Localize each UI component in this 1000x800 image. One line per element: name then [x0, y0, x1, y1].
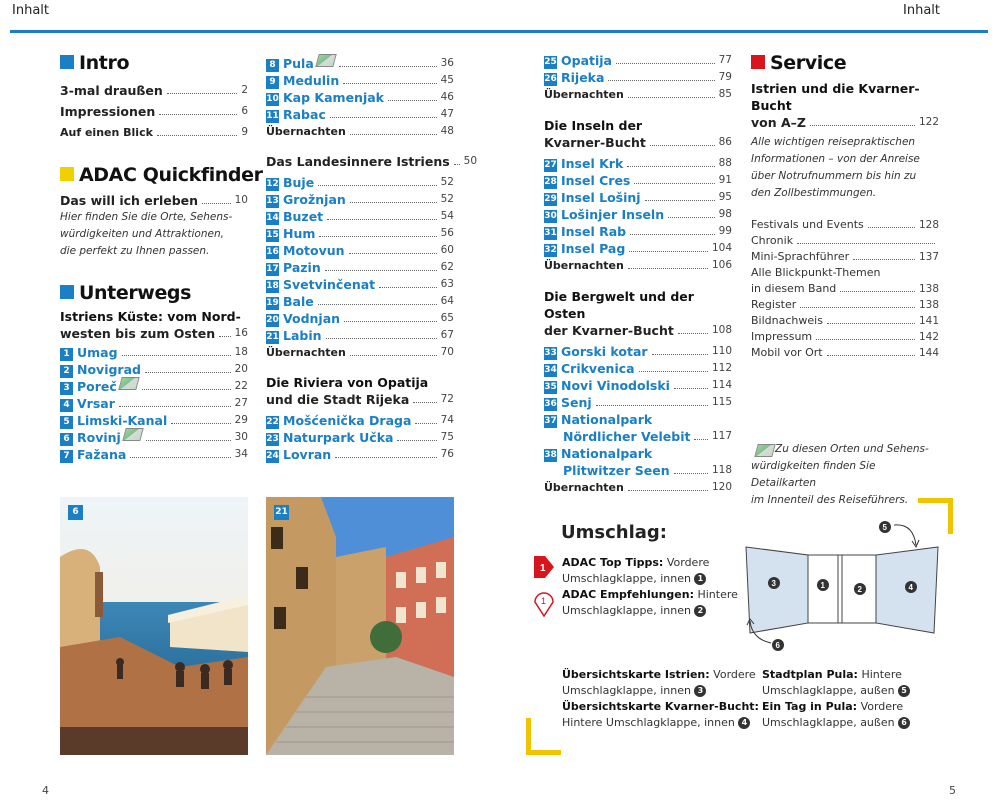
header-rule: [10, 30, 988, 33]
toc-entry[interactable]: 10 Kap Kamenjak 46: [266, 90, 454, 105]
photo-labin-image: [266, 497, 454, 755]
section-unterwegs: Unterwegs: [60, 282, 248, 304]
photo-labin: [266, 497, 454, 755]
toc-entry[interactable]: westen bis zum Osten 16: [60, 326, 248, 341]
toc-entry[interactable]: 33 Gorski kotar 110: [544, 344, 732, 359]
toc-entry[interactable]: und die Stadt Rijeka 72: [266, 392, 454, 407]
map-icon: [754, 444, 775, 457]
page-number-left: 4: [42, 784, 49, 797]
subsection-heading: Die Riviera von Opatija: [266, 375, 429, 390]
toc-column-service: [751, 52, 939, 509]
toc-entry[interactable]: Register 138: [751, 298, 939, 311]
diagram-label: 3: [771, 579, 776, 588]
service-description: Alle wichtigen reisepraktischen Informationen – von der Anreise über Notrufnummern bis hin zu den Zollbestimmungen.: [751, 136, 920, 199]
photo-badge: 21: [274, 505, 289, 520]
toc-entry[interactable]: Alle Blickpunkt-Themen: [751, 266, 881, 279]
toc-entry[interactable]: Übernachten 106: [544, 259, 732, 272]
toc-entry[interactable]: Kvarner-Bucht 86: [544, 135, 732, 150]
toc-entry[interactable]: 11 Rabac 47: [266, 107, 454, 122]
toc-entry[interactable]: 12 Buje 52: [266, 175, 454, 190]
toc-entry[interactable]: 28 Insel Cres 91: [544, 173, 732, 188]
intro-marker-icon: [60, 55, 74, 69]
toc-entry[interactable]: in diesem Band 138: [751, 282, 939, 295]
toc-entry[interactable]: Festivals und Events 128: [751, 218, 939, 231]
diagram-label: 1: [820, 581, 825, 590]
toc-entry[interactable]: 17 Pazin 62: [266, 260, 454, 275]
toc-entry[interactable]: 19 Bale 64: [266, 294, 454, 309]
toc-entry[interactable]: 30 Lošinjer Inseln 98: [544, 207, 732, 222]
toc-entry[interactable]: Mobil vor Ort 144: [751, 346, 939, 359]
toc-entry[interactable]: 25 Opatija 77: [544, 53, 732, 68]
toc-entry[interactable]: 7 Fažana 34: [60, 446, 248, 463]
toc-column-1: [60, 52, 263, 463]
map-icon: [122, 428, 143, 441]
toc-entry[interactable]: 22 Mošćenička Draga 74: [266, 413, 454, 428]
diagram-label: 5: [882, 523, 887, 532]
svg-text:1: 1: [540, 563, 546, 574]
section-intro: Intro: [60, 52, 248, 74]
empfehlungen-icon: [533, 590, 555, 618]
toc-entry[interactable]: 1 Umag 18: [60, 344, 248, 361]
cover-entry-uebersicht-kvarner: Übersichtskarte Kvarner-Bucht: Hintere Umschlagklappe, innen 4: [562, 700, 759, 729]
toc-entry[interactable]: 2 Novigrad 20: [60, 361, 248, 378]
toc-entry[interactable]: 38 Nationalpark: [544, 446, 653, 461]
toc-entry[interactable]: von A–Z 122: [751, 115, 939, 130]
toc-entry[interactable]: 24 Lovran 76: [266, 447, 454, 462]
toc-entry[interactable]: 4 Vrsar 27: [60, 395, 248, 412]
toc-entry[interactable]: 14 Buzet 54: [266, 209, 454, 224]
toc-entry[interactable]: 6 Rovinj 30: [60, 429, 248, 446]
cover-entry-ein-tag-pula: Ein Tag in Pula: Vordere Umschlagklappe, außen 6: [762, 699, 910, 731]
subsection-heading: Istrien und die Kvarner-Bucht: [751, 81, 920, 113]
subsection-heading: Istriens Küste: vom Nord-: [60, 309, 241, 324]
toc-entry[interactable]: Bildnachweis 141: [751, 314, 939, 327]
toc-entry[interactable]: 23 Naturpark Učka 75: [266, 430, 454, 445]
toc-entry[interactable]: Impressum 142: [751, 330, 939, 343]
toc-entry[interactable]: 27 Insel Krk 88: [544, 156, 732, 171]
toc-entry[interactable]: 16 Motovun 60: [266, 243, 454, 258]
toc-entry[interactable]: 13 Grožnjan 52: [266, 192, 454, 207]
toc-entry[interactable]: der Kvarner-Bucht 108: [544, 323, 732, 338]
toc-column-2: [266, 55, 478, 463]
diagram-label: 4: [908, 583, 913, 592]
toc-entry[interactable]: 18 Svetvinčenat 63: [266, 277, 454, 292]
toc-entry[interactable]: 5 Limski-Kanal 29: [60, 412, 248, 429]
subsection-heading: Die Bergwelt und der Osten: [544, 289, 694, 321]
cover-entry-stadtplan-pula: Stadtplan Pula: Hintere Umschlagklappe, außen 5: [762, 667, 910, 699]
toc-entry[interactable]: 26 Rijeka 79: [544, 70, 732, 85]
section-quickfinder: ADAC Quickfinder: [60, 164, 248, 186]
cover-entry-empfehlungen: ADAC Empfehlungen: Hintere Umschlagklappe, innen 2: [562, 588, 738, 617]
toc-entry[interactable]: Chronik: [751, 233, 939, 249]
toc-entry[interactable]: 3 Poreč 22: [60, 378, 248, 395]
subsection-heading: Die Inseln der: [544, 118, 643, 133]
toc-entry[interactable]: Übernachten 85: [544, 88, 732, 101]
toc-entry[interactable]: 34 Crikvenica 112: [544, 361, 732, 376]
toc-entry[interactable]: Impressionen 6: [60, 104, 248, 119]
toc-entry[interactable]: Das will ich erleben 10: [60, 193, 248, 208]
unterwegs-marker-icon: [60, 285, 74, 299]
frame-corner-bottom-left: [526, 750, 561, 755]
frame-corner-top-right-vertical: [948, 498, 953, 534]
toc-entry[interactable]: 20 Vodnjan 65: [266, 311, 454, 326]
toc-entry[interactable]: 9 Medulin 45: [266, 72, 454, 89]
toc-entry[interactable]: 35 Novi Vinodolski 114: [544, 378, 732, 393]
photo-rovinj: [60, 497, 248, 755]
photo-badge: 6: [68, 505, 83, 520]
map-note: Zu diesen Orten und Sehens- würdigkeiten finden Sie Detailkarten im Innenteil des Reiseführers.: [751, 443, 929, 506]
svg-text:1: 1: [541, 596, 547, 606]
toc-column-3: [544, 52, 732, 496]
toc-entry[interactable]: 36 Senj 115: [544, 395, 732, 410]
umschlag-title: Umschlag:: [561, 522, 667, 543]
toc-entry[interactable]: Übernachten 48: [266, 125, 454, 138]
toc-entry[interactable]: 3-mal draußen 2: [60, 83, 248, 98]
toc-entry[interactable]: 8 Pula 36: [266, 55, 454, 72]
service-marker-icon: [751, 55, 765, 69]
quickfinder-marker-icon: [60, 167, 74, 181]
cover-entry-uebersicht-istrien: Übersichtskarte Istrien: Vordere Umschlagklappe, innen 3: [562, 668, 756, 697]
toc-entry[interactable]: Auf einen Blick 9: [60, 126, 248, 139]
photo-rovinj-image: [60, 497, 248, 755]
map-icon: [315, 54, 336, 67]
diagram-label: 6: [775, 641, 780, 650]
quickfinder-description: Hier finden Sie die Orte, Sehens- würdigkeiten und Attraktionen, die perfekt zu Ihnen passen.: [60, 211, 233, 257]
toc-entry[interactable]: 32 Insel Pag 104: [544, 241, 732, 256]
diagram-label: 2: [857, 585, 862, 594]
toc-entry[interactable]: 21 Labin 67: [266, 328, 454, 343]
toc-entry[interactable]: 31 Insel Rab 99: [544, 224, 732, 239]
map-icon: [118, 377, 139, 390]
toc-entry[interactable]: Plitwitzer Seen 118: [563, 463, 732, 478]
page-number-right: 5: [949, 784, 956, 797]
cover-fold-diagram: [738, 515, 948, 655]
toc-entry[interactable]: Nördlicher Velebit 117: [563, 429, 732, 444]
section-service: Service: [751, 52, 939, 74]
cover-entry-top-tipps: ADAC Top Tipps: Vordere Umschlagklappe, innen 1: [562, 556, 710, 585]
toc-entry[interactable]: Übernachten 70: [266, 346, 454, 359]
running-header-right: Inhalt: [903, 3, 940, 18]
toc-entry[interactable]: Übernachten 120: [544, 481, 732, 494]
toc-entry[interactable]: 15 Hum 56: [266, 226, 454, 241]
toc-entry[interactable]: Das Landesinnere Istriens 50: [266, 154, 478, 169]
running-header-left: Inhalt: [12, 3, 49, 18]
toc-entry[interactable]: 29 Insel Lošinj 95: [544, 190, 732, 205]
toc-entry[interactable]: 37 Nationalpark: [544, 412, 653, 427]
toc-entry[interactable]: Mini-Sprachführer 137: [751, 250, 939, 263]
top-tipps-icon: [533, 552, 555, 582]
